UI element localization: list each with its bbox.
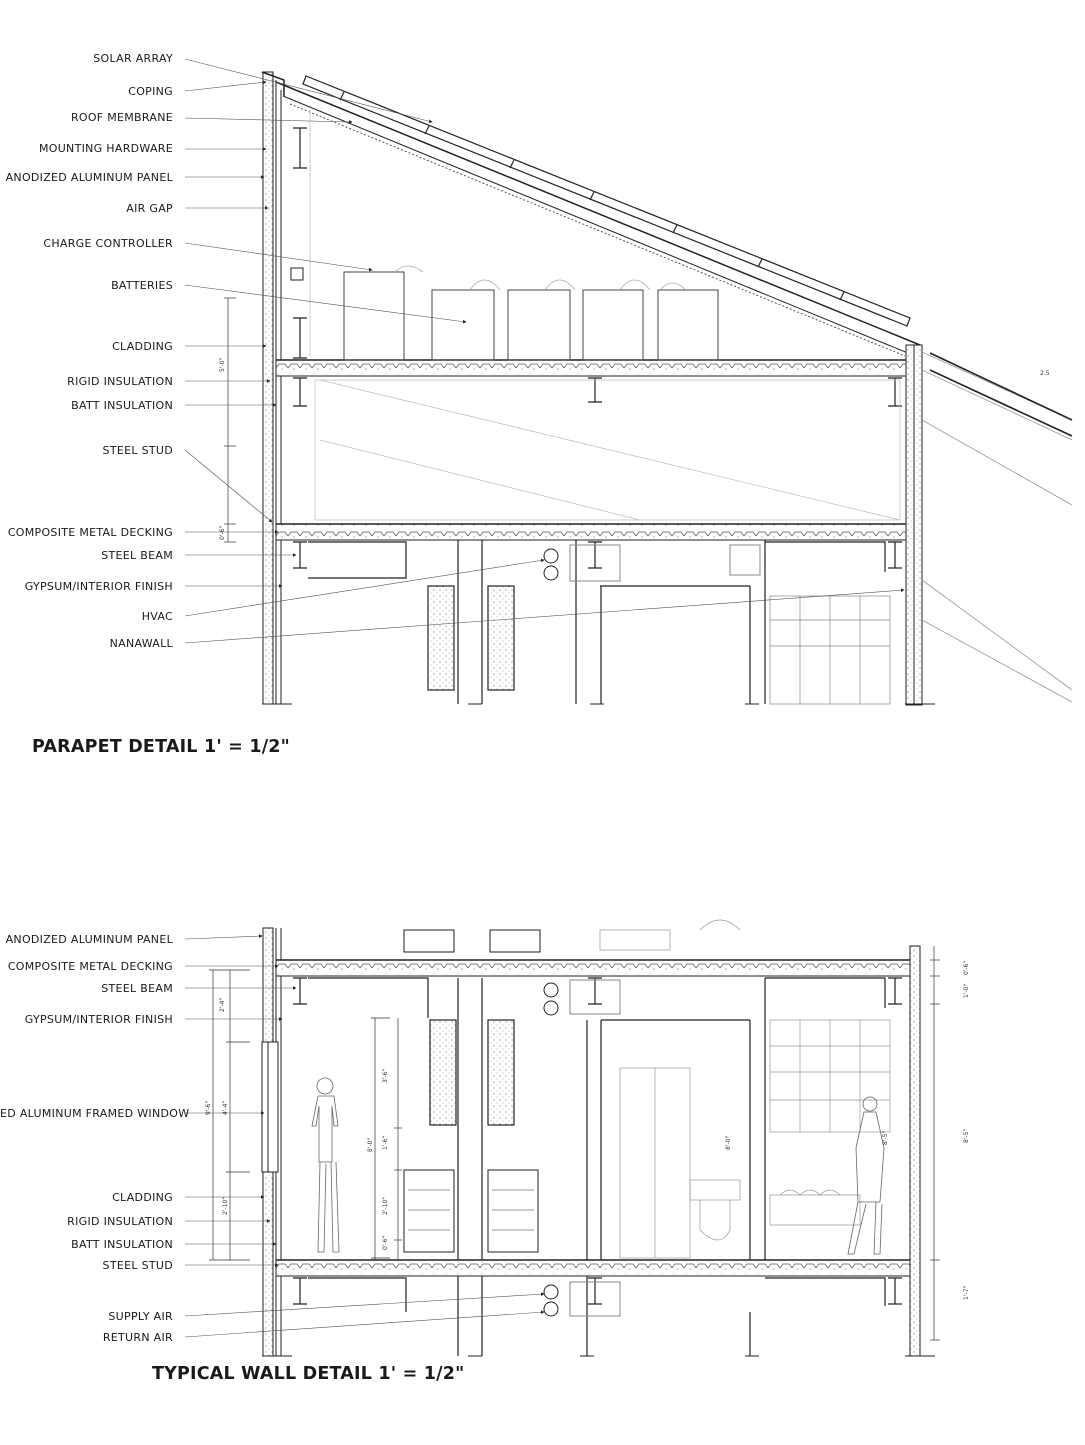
callout-anodized-aluminum-panel: ANODIZED ALUMINUM PANEL xyxy=(5,171,173,184)
callout-gypsum-interior-finish: GYPSUM/INTERIOR FINISH xyxy=(24,580,173,593)
callout-batt-insulation: BATT INSULATION xyxy=(71,399,173,412)
dim-label: 8'-5" xyxy=(882,1130,889,1145)
dim-label: 1'-6" xyxy=(382,1135,389,1150)
callout-rigid-insulation: RIGID INSULATION xyxy=(67,375,173,388)
dim-label: 2'-10" xyxy=(382,1196,389,1215)
callout-cladding: CLADDING xyxy=(112,1191,173,1204)
dim-label: 0'-6" xyxy=(963,960,970,975)
dim-label: 1'-0" xyxy=(963,983,970,998)
callout-supply-air: SUPPLY AIR xyxy=(108,1310,173,1323)
callout-mounting-hardware: MOUNTING HARDWARE xyxy=(38,142,173,155)
dim-label: 5'-0" xyxy=(219,357,226,372)
callout-composite-metal-decking: COMPOSITE METAL DECKING xyxy=(7,526,173,539)
typical-wall-section xyxy=(185,920,940,1356)
dim-label: 2.5 xyxy=(1040,370,1050,377)
callout-aluminum-framed-window: ED ALUMINUM FRAMED WINDOW xyxy=(0,1107,190,1120)
callout-solar-array: SOLAR ARRAY xyxy=(93,52,173,65)
dim-label: 0'-6" xyxy=(219,525,226,540)
callout-batt-insulation: BATT INSULATION xyxy=(71,1238,173,1251)
callout-rigid-insulation: RIGID INSULATION xyxy=(67,1215,173,1228)
dim-label: 8'-5" xyxy=(963,1128,970,1143)
callout-anodized-aluminum-panel: ANODIZED ALUMINUM PANEL xyxy=(5,933,173,946)
callout-roof-membrane: ROOF MEMBRANE xyxy=(70,111,173,124)
callout-coping: COPING xyxy=(128,85,173,98)
callout-steel-stud: STEEL STUD xyxy=(102,444,173,457)
dim-label: 3'-6" xyxy=(382,1068,389,1083)
parapet-detail-title: PARAPET DETAIL 1' = 1/2" xyxy=(32,737,290,757)
callout-return-air: RETURN AIR xyxy=(102,1331,173,1344)
callout-gypsum-interior-finish: GYPSUM/INTERIOR FINISH xyxy=(24,1013,173,1026)
callout-hvac: HVAC xyxy=(141,610,173,623)
dim-label: 9'-6" xyxy=(205,1100,212,1115)
dim-label: 2'-10" xyxy=(222,1196,229,1215)
callout-steel-stud: STEEL STUD xyxy=(102,1259,173,1272)
dim-label: 8'-0" xyxy=(367,1137,374,1152)
dim-label: 8'-0" xyxy=(725,1135,732,1150)
callout-air-gap: AIR GAP xyxy=(126,202,173,215)
callout-charge-controller: CHARGE CONTROLLER xyxy=(43,237,173,250)
callout-nanawall: NANAWALL xyxy=(109,637,173,650)
parapet-section xyxy=(185,59,1072,705)
callout-composite-metal-decking: COMPOSITE METAL DECKING xyxy=(7,960,173,973)
parapet-dimensions xyxy=(219,358,1050,540)
dim-label: 0'-6" xyxy=(382,1235,389,1250)
callout-steel-beam: STEEL BEAM xyxy=(101,982,173,995)
callout-steel-beam: STEEL BEAM xyxy=(101,549,173,562)
typical-wall-detail-title: TYPICAL WALL DETAIL 1' = 1/2" xyxy=(152,1364,465,1384)
callout-batteries: BATTERIES xyxy=(111,279,173,292)
dim-label: 2'-4" xyxy=(219,997,226,1012)
callout-cladding: CLADDING xyxy=(112,340,173,353)
dim-label: 1'-7" xyxy=(963,1285,970,1300)
dim-label: 4'-4" xyxy=(222,1100,229,1115)
